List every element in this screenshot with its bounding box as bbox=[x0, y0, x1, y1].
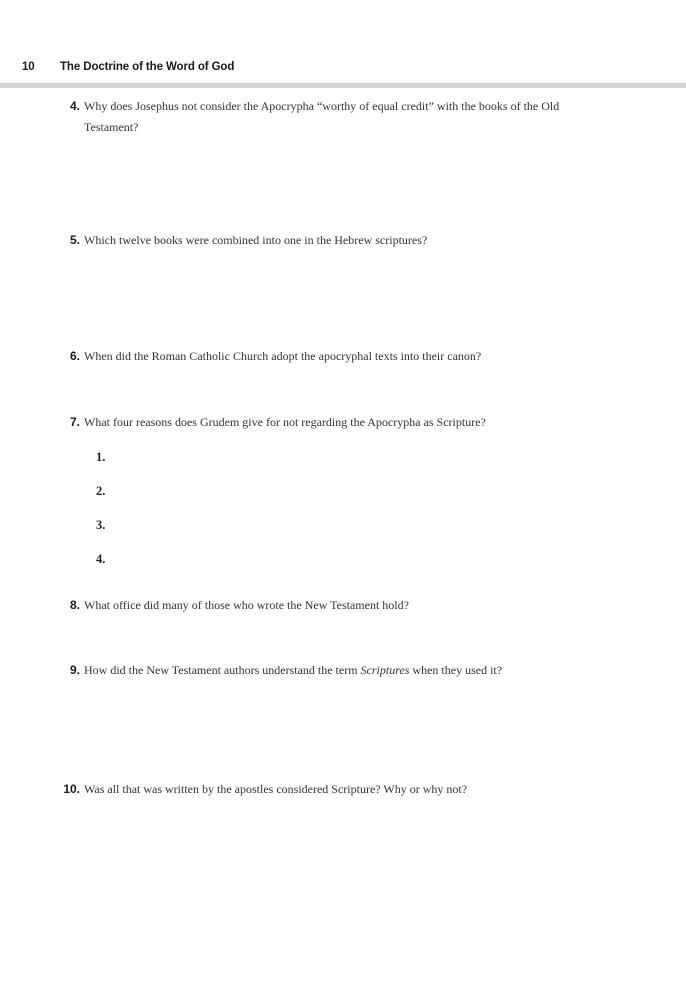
page-number: 10 bbox=[22, 61, 35, 73]
question-number: 10. bbox=[63, 782, 80, 796]
question-number: 5. bbox=[69, 233, 80, 247]
question-item-6 bbox=[50, 346, 595, 367]
question-text: What office did many of those who wrote the New Testament hold? bbox=[84, 598, 409, 612]
question-item-5 bbox=[50, 230, 595, 251]
question-text: Which twelve books were combined into one in the Hebrew scriptures? bbox=[84, 233, 428, 247]
question-number: 6. bbox=[69, 349, 80, 363]
question-item-4 bbox=[50, 96, 595, 138]
question-text: Was all that was written by the apostles considered Scripture? Why or why not? bbox=[84, 782, 468, 796]
question-text: Why does Josephus not consider the Apocrypha “worthy of equal credit” with the books of the Old Testament? bbox=[84, 99, 560, 134]
question-text bbox=[84, 660, 502, 681]
question-number: 8. bbox=[69, 598, 80, 612]
question-7-subitem-number: 4. bbox=[96, 552, 106, 566]
question-item-9 bbox=[50, 660, 595, 681]
question-text: What four reasons does Grudem give for not regarding the Apocrypha as Scripture? bbox=[84, 415, 486, 429]
question-item-7 bbox=[50, 412, 595, 433]
question-7-subitem-number: 1. bbox=[96, 450, 106, 464]
question-number: 9. bbox=[69, 663, 80, 677]
question-7-subitem-number: 3. bbox=[96, 518, 106, 532]
question-number: 7. bbox=[69, 415, 80, 429]
question-7-subitem-number: 2. bbox=[96, 484, 106, 498]
question-item-10 bbox=[50, 779, 595, 800]
question-text-italic-term: Scriptures bbox=[360, 663, 410, 677]
question-number: 4. bbox=[69, 99, 80, 113]
running-header bbox=[22, 61, 686, 73]
header-rule bbox=[0, 83, 686, 88]
question-item-8 bbox=[50, 595, 595, 616]
question-text-after: when they used it? bbox=[409, 663, 503, 677]
chapter-title: The Doctrine of the Word of God bbox=[60, 61, 235, 73]
question-text-before: How did the New Testament authors understand the term bbox=[84, 663, 361, 677]
question-text: When did the Roman Catholic Church adopt the apocryphal texts into their canon? bbox=[84, 349, 482, 363]
